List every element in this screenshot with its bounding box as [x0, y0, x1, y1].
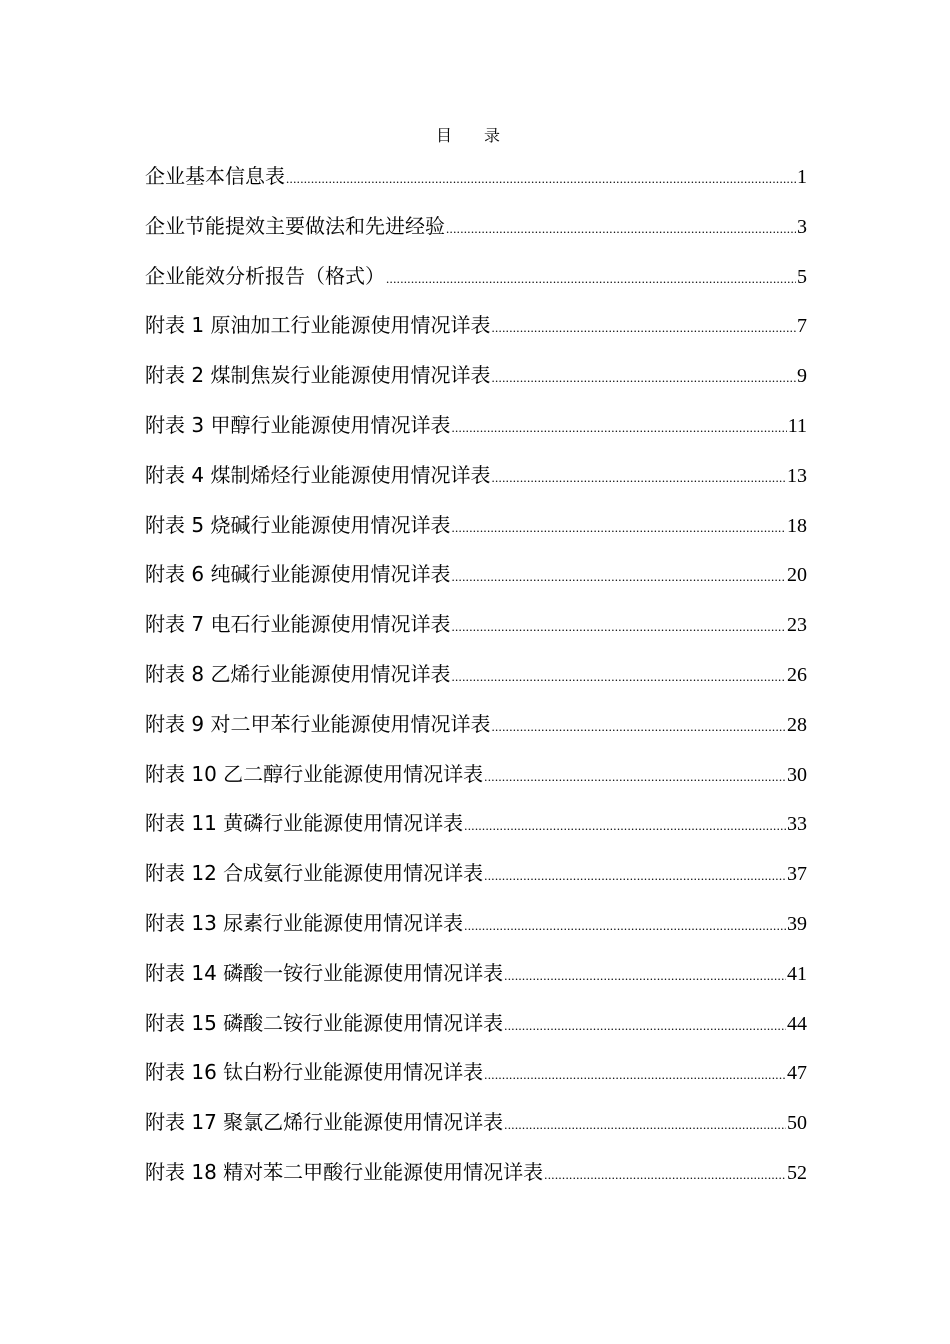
toc-entry[interactable]	[145, 1006, 807, 1056]
toc-dot-leader	[451, 511, 786, 545]
toc-entry-label: 附表 11 黄磷行业能源使用情况详表	[145, 811, 464, 836]
toc-dot-leader	[451, 660, 786, 694]
toc-entry-label: 企业基本信息表	[145, 164, 285, 188]
toc-entry-page-number: 11	[787, 414, 807, 437]
toc-dot-leader	[544, 1158, 786, 1192]
toc-entry-page-number: 20	[787, 564, 807, 587]
toc-entry[interactable]	[145, 956, 807, 1006]
toc-entry-label: 附表 7 电石行业能源使用情况详表	[145, 612, 451, 637]
toc-dot-leader	[491, 311, 796, 345]
toc-entry-label: 附表 8 乙烯行业能源使用情况详表	[145, 661, 451, 686]
toc-entry-label: 附表 15 磷酸二铵行业能源使用情况详表	[145, 1010, 504, 1035]
toc-entry-label: 附表 2 煤制焦炭行业能源使用情况详表	[145, 363, 491, 388]
toc-dot-leader	[451, 411, 786, 445]
toc-dot-leader	[491, 710, 786, 744]
toc-entry-page-number: 3	[797, 215, 807, 238]
toc-entry-page-number: 37	[787, 863, 807, 886]
toc-entry-page-number: 52	[787, 1161, 807, 1184]
toc-entry[interactable]	[145, 906, 807, 956]
toc-entry-page-number: 23	[787, 614, 807, 637]
toc-entry[interactable]	[145, 856, 807, 906]
toc-dot-leader	[491, 461, 786, 495]
table-of-contents	[145, 159, 807, 1205]
toc-entry-page-number: 5	[797, 265, 807, 288]
toc-entry-label: 附表 6 纯碱行业能源使用情况详表	[145, 562, 451, 587]
toc-entry[interactable]	[145, 657, 807, 707]
toc-entry[interactable]	[145, 159, 807, 209]
toc-entry-label: 附表 18 精对苯二甲酸行业能源使用情况详表	[145, 1159, 544, 1184]
toc-dot-leader	[386, 262, 796, 296]
toc-entry[interactable]	[145, 607, 807, 657]
toc-entry[interactable]	[145, 1105, 807, 1155]
toc-entry[interactable]	[145, 707, 807, 757]
toc-entry-page-number: 39	[787, 912, 807, 935]
toc-dot-leader	[451, 610, 786, 644]
toc-dot-leader	[484, 760, 786, 794]
toc-entry-label: 附表 17 聚氯乙烯行业能源使用情况详表	[145, 1110, 504, 1135]
toc-dot-leader	[286, 162, 796, 196]
toc-entry-page-number: 33	[787, 813, 807, 836]
toc-dot-leader	[491, 361, 796, 395]
toc-dot-leader	[484, 1058, 786, 1092]
toc-entry-page-number: 50	[787, 1112, 807, 1135]
toc-title: 目 录	[435, 128, 514, 145]
toc-entry-label: 附表 14 磷酸一铵行业能源使用情况详表	[145, 960, 504, 985]
toc-entry[interactable]	[145, 1155, 807, 1205]
toc-entry-label: 附表 5 烧碱行业能源使用情况详表	[145, 512, 451, 537]
toc-dot-leader	[504, 1108, 786, 1142]
toc-entry-page-number: 13	[787, 464, 807, 487]
toc-entry-page-number: 30	[787, 763, 807, 786]
toc-dot-leader	[484, 859, 786, 893]
toc-entry-page-number: 1	[797, 166, 807, 188]
toc-entry-page-number: 47	[787, 1062, 807, 1085]
toc-entry-label: 附表 13 尿素行业能源使用情况详表	[145, 910, 464, 935]
toc-entry-page-number: 9	[797, 365, 807, 388]
toc-entry-page-number: 44	[787, 1012, 807, 1035]
toc-entry-label: 附表 12 合成氨行业能源使用情况详表	[145, 861, 484, 886]
toc-entry[interactable]	[145, 557, 807, 607]
toc-dot-leader	[504, 1009, 786, 1043]
toc-entry[interactable]	[145, 458, 807, 508]
toc-entry[interactable]	[145, 358, 807, 408]
toc-entry[interactable]	[145, 308, 807, 358]
toc-entry-page-number: 7	[797, 315, 807, 338]
toc-entry-label: 附表 10 乙二醇行业能源使用情况详表	[145, 761, 484, 786]
toc-entry[interactable]	[145, 508, 807, 558]
toc-entry[interactable]	[145, 1055, 807, 1105]
toc-entry[interactable]	[145, 209, 807, 259]
toc-entry[interactable]	[145, 259, 807, 309]
toc-dot-leader	[504, 959, 786, 993]
toc-entry-page-number: 18	[787, 514, 807, 537]
toc-entry-label: 附表 9 对二甲苯行业能源使用情况详表	[145, 711, 491, 736]
toc-dot-leader	[451, 560, 786, 594]
toc-entry-label: 附表 16 钛白粉行业能源使用情况详表	[145, 1060, 484, 1085]
toc-entry-label: 企业节能提效主要做法和先进经验	[145, 213, 445, 238]
toc-entry-page-number: 41	[787, 962, 807, 985]
toc-entry-page-number: 28	[787, 713, 807, 736]
toc-dot-leader	[464, 809, 786, 843]
toc-entry-label: 附表 3 甲醇行业能源使用情况详表	[145, 412, 451, 437]
toc-entry-page-number: 26	[787, 663, 807, 686]
toc-entry-label: 企业能效分析报告（格式）	[145, 263, 385, 288]
toc-dot-leader	[446, 212, 796, 246]
toc-dot-leader	[464, 909, 786, 943]
toc-entry-label: 附表 1 原油加工行业能源使用情况详表	[145, 313, 491, 338]
toc-entry[interactable]	[145, 757, 807, 807]
toc-entry-label: 附表 4 煤制烯烃行业能源使用情况详表	[145, 462, 491, 487]
toc-entry[interactable]	[145, 806, 807, 856]
toc-entry[interactable]	[145, 408, 807, 458]
